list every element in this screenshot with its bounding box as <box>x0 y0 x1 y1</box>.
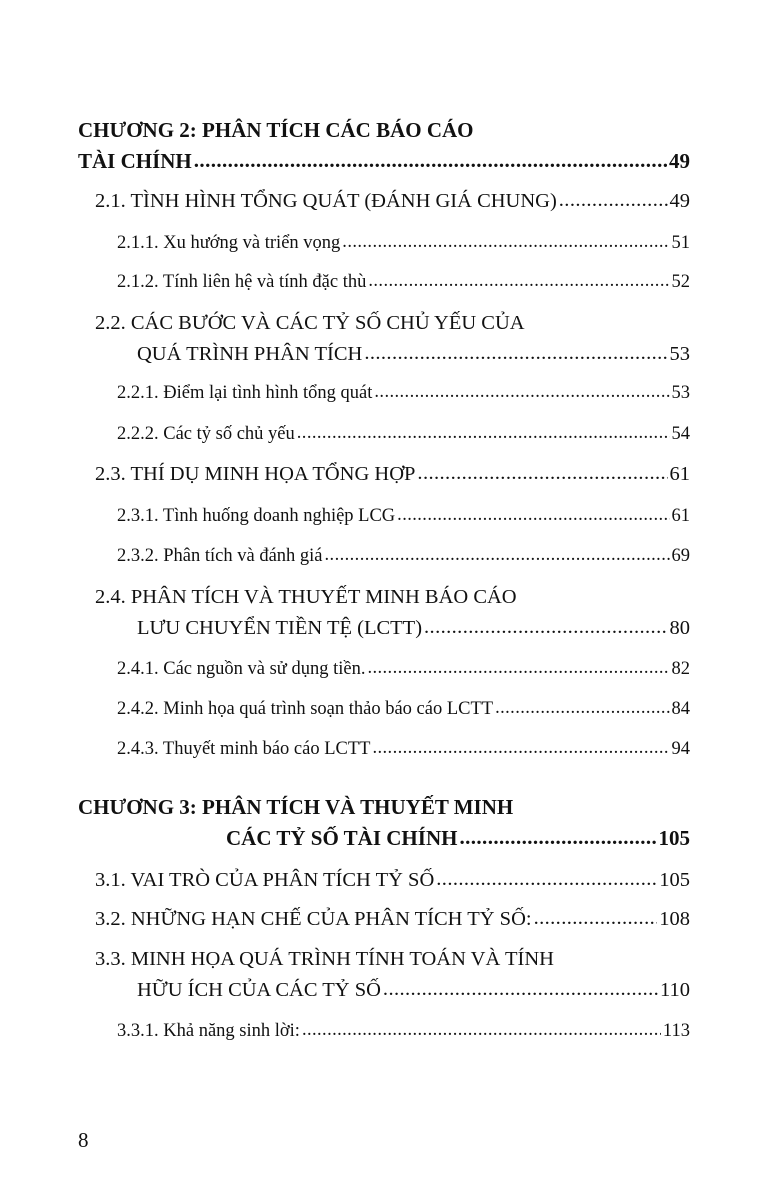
dot-leader <box>194 147 667 167</box>
section-2-4-title-line1: 2.4. PHÂN TÍCH VÀ THUYẾT MINH BÁO CÁO <box>95 586 517 608</box>
section-title: 3.2. NHỮNG HẠN CHẾ CỦA PHÂN TÍCH TỶ SỐ: <box>95 908 532 930</box>
dot-leader <box>559 187 668 207</box>
dot-leader <box>372 735 669 755</box>
dot-leader <box>325 542 670 562</box>
page-number: 82 <box>671 659 690 679</box>
page-number: 84 <box>671 699 690 719</box>
dot-leader <box>364 340 667 360</box>
page-number: 61 <box>671 506 690 526</box>
page-number: 108 <box>659 908 690 930</box>
dot-leader <box>436 866 657 886</box>
chapter-3-title-line1: CHƯƠNG 3: PHÂN TÍCH VÀ THUYẾT MINH <box>78 795 514 819</box>
section-2-2-title-line1: 2.2. CÁC BƯỚC VÀ CÁC TỶ SỐ CHỦ YẾU CỦA <box>95 312 525 334</box>
page-number: 105 <box>659 869 690 891</box>
page-number: 49 <box>669 190 690 212</box>
toc-entry-2-2-2 <box>117 421 690 447</box>
dot-leader <box>459 824 656 844</box>
toc-entry-3-1 <box>95 867 690 893</box>
section-title: 2.3.1. Tình huống doanh nghiệp LCG <box>117 506 396 526</box>
page-number: 113 <box>662 1021 690 1041</box>
dot-leader <box>383 976 658 996</box>
dot-leader <box>374 379 669 399</box>
page-number: 69 <box>671 546 690 566</box>
chapter-3-title-line2: CÁC TỶ SỐ TÀI CHÍNH <box>226 826 458 850</box>
toc-entry-chapter-2 <box>78 148 690 174</box>
toc-entry-3-2 <box>95 906 690 932</box>
dot-leader <box>368 268 669 288</box>
chapter-2-title-line2: TÀI CHÍNH <box>78 149 192 173</box>
section-title: 2.2.2. Các tỷ số chủ yếu <box>117 424 295 444</box>
page-number: 54 <box>671 424 690 444</box>
page-number: 61 <box>669 463 690 485</box>
dot-leader <box>424 614 667 634</box>
section-title: 2.1.2. Tính liên hệ và tính đặc thù <box>117 272 367 292</box>
dot-leader <box>367 655 669 675</box>
toc-entry-chapter-3 <box>226 825 690 851</box>
dot-leader <box>534 905 658 925</box>
section-title: 3.1. VAI TRÒ CỦA PHÂN TÍCH TỶ SỐ <box>95 869 435 891</box>
toc-entry-3-3-1 <box>117 1018 690 1044</box>
dot-leader <box>342 229 669 249</box>
dot-leader <box>302 1017 661 1037</box>
toc-entry-2-1-2 <box>117 269 690 295</box>
dot-leader <box>495 695 669 715</box>
section-title: 2.4.1. Các nguồn và sử dụng tiền. <box>117 659 366 679</box>
section-title: 2.1. TÌNH HÌNH TỔNG QUÁT (ĐÁNH GIÁ CHUNG) <box>95 190 557 212</box>
dot-leader <box>417 460 667 480</box>
page-folio-number: 8 <box>78 1128 89 1152</box>
toc-entry-2-3-1 <box>117 503 690 529</box>
section-title: LƯU CHUYỂN TIỀN TỆ (LCTT) <box>137 617 423 639</box>
toc-entry-3-3 <box>137 977 690 1003</box>
page-number: 51 <box>671 233 690 253</box>
page-number: 80 <box>669 617 690 639</box>
dot-leader <box>297 420 670 440</box>
page-number: 53 <box>669 343 690 365</box>
toc-entry-2-3 <box>95 461 690 487</box>
section-title: HỮU ÍCH CỦA CÁC TỶ SỐ <box>137 979 381 1001</box>
page-number: 52 <box>671 272 690 292</box>
toc-entry-2-4-1 <box>117 656 690 682</box>
toc-entry-2-1-1 <box>117 230 690 256</box>
section-title: 2.2.1. Điểm lại tình hình tổng quát <box>117 383 373 403</box>
toc-entry-2-4-2 <box>117 696 690 722</box>
page-number: 53 <box>671 383 690 403</box>
toc-entry-2-4-3 <box>117 736 690 762</box>
section-title: 2.1.1. Xu hướng và triển vọng <box>117 233 341 253</box>
page-number: 49 <box>669 149 690 173</box>
toc-entry-2-2 <box>137 341 690 367</box>
dot-leader <box>397 502 669 522</box>
chapter-2-title-line1: CHƯƠNG 2: PHÂN TÍCH CÁC BÁO CÁO <box>78 118 474 142</box>
section-title: 2.4.3. Thuyết minh báo cáo LCTT <box>117 739 371 759</box>
toc-entry-2-3-2 <box>117 543 690 569</box>
toc-entry-2-2-1 <box>117 380 690 406</box>
page-number: 94 <box>671 739 690 759</box>
section-title: 2.3.2. Phân tích và đánh giá <box>117 546 323 566</box>
section-title: 2.3. THÍ DỤ MINH HỌA TỔNG HỢP <box>95 463 416 485</box>
section-3-3-title-line1: 3.3. MINH HỌA QUÁ TRÌNH TÍNH TOÁN VÀ TÍNH <box>95 948 554 970</box>
toc-entry-2-4 <box>137 615 690 641</box>
page-number: 110 <box>660 979 690 1001</box>
toc-entry-2-1 <box>95 188 690 214</box>
section-title: QUÁ TRÌNH PHÂN TÍCH <box>137 343 363 365</box>
section-title: 2.4.2. Minh họa quá trình soạn thảo báo cáo LCTT <box>117 699 494 719</box>
page-number: 105 <box>658 826 690 850</box>
section-title: 3.3.1. Khả năng sinh lời: <box>117 1021 300 1041</box>
